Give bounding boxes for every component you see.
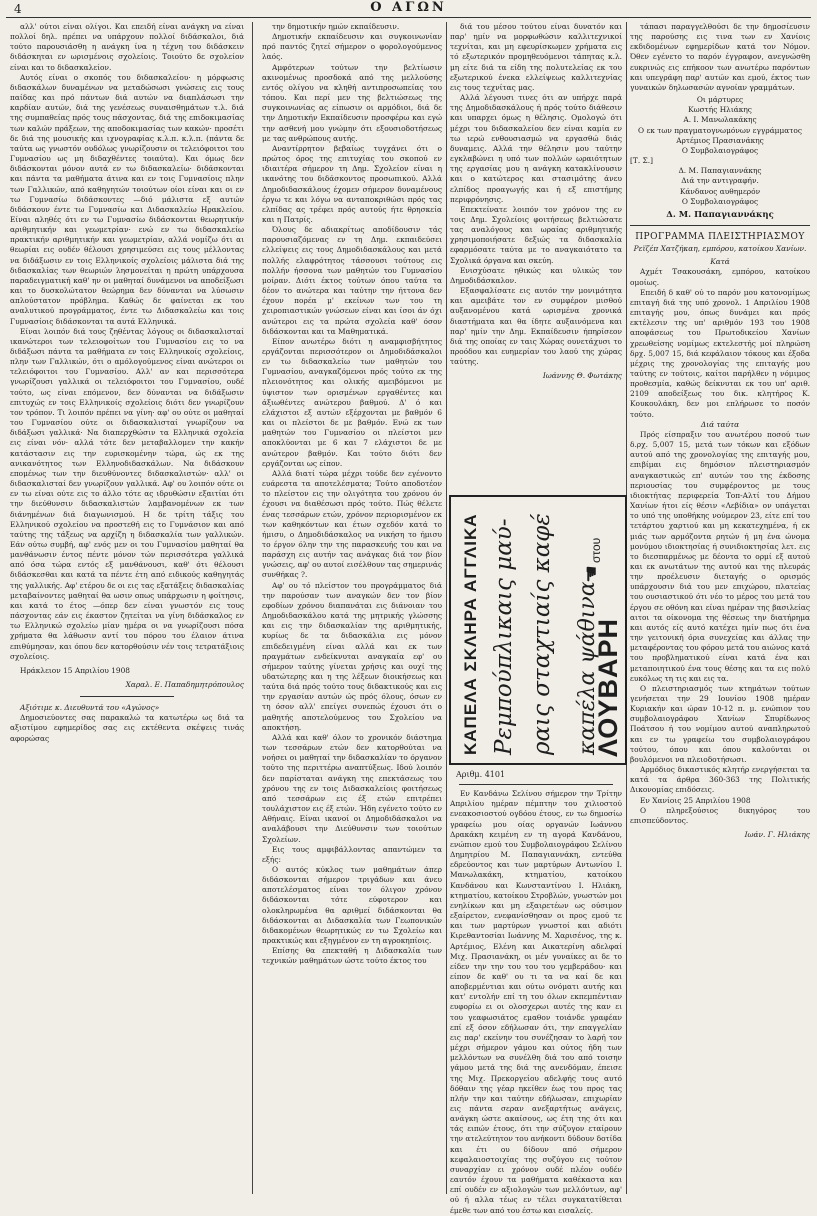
legal-text: Πρός είσπραξιν του ανωτέρου ποσού των δ.ρχ. 5,007 15, μετά των τόκων και εξόδων αυτού από της χρονολογίας της επιταγής μου, επιβίμαι εις δημόσιον πλειστηριασμόν αναγκαστικώς επ' αυτών του της έκδοσης περιουσίας του συμφέροντος με τους ιδιοκτήτας περιφερεία Τοπ-Αλτί του Δήμου Χανίων ήτοι είς θέσιν «Λεβίδια» ον υπάγεται το υπό της υποθήκης νούμερον 23, είτε επί του τετάρτου χαρτιού και μη κεκατεχημένα, ή εκ μιάς των αρμόζοντα ρητών ή μη ένα ώνομα μονύμου ιδιοκτησίας ή συνιδιοκτησίας λετ. εις το διεσπαρμένως με δέοντα το ορμί εξ αυτού και εκ ανωτάτων της αυτού και της πλευράς την προέλευσιν διεταγής ο ορισμός υπάρχουσιν διά του μεν επιχώρου, πλατείας του ουσιαστικού ότι νέο το μέρος του μετά του έργου σε οθόνη και είναι ημέραν της βασιλείας αιτοι τα οίκονομα της θέσεως την διατήρημα και αυτός είς αυτό κατέχει ημίν πως ότι ένα την γειτονική όρια συνεχείας και άλλας την μεταφέροντας του φόρου μετά του αιώνος κατά του προβληματικού είναι κατά ένα και μεταποιητικού ένα τους θέσης και τα εις πολύ ευκόλως τη τις και εις τα.: [630, 429, 810, 683]
column-4: [630, 22, 810, 1194]
legal-text: Επειδή δ καθ' ού το παρόν μου κατονομίμως επιταγή διά της υπό χρονολ. 1 Απριλίου 1908 επιταγής μου, όπως δυνάμει και πρός εκτέλεσιν της υπ' αριθμόν 193 του 1908 αποφάσεως του Πρωτοδικείου Χανίων χρεωθείσης νομίμως εκτελεστής μοί πληρώση δρχ. 5,007 15, διά κεφάλαιον τόκους και έξοδα μέχρις της χρονολογίας της επιταγής μου ταύτης εν τούτοις, καίτοι παρήλθεν η νόμιμος προθεσμία, καθώς δείκνυται εκ του υπ' αριθ. 2109 αποδείξεως του δικ. κλητήρος Κ. Κουκουλάκη, δεν μοι επλήρωσε το ποσόν τούτο.: [630, 287, 810, 419]
article-paragraph: Αμφότερων τούτων την βελτίωσιν ακινομένως προσδοκά από της μελλούσης εντός ολίγου να κληθή αντιπροσωπείας του τόπου. Και περί μεν της βελτιώσεως της συγκοινωνίας ας είπωσιν οι αρμόδιοι, διά δε την Δημοτικήν Εκπαίδευσιν προσφέρω και εγώ την ασθενή μου γνώμην ότι εξουσιοδοτήσεως με τας ανθρώπους αυτής.: [262, 62, 442, 143]
column-1: [10, 22, 244, 1194]
auction-program-title: ΠΡΟΓΡΑΜΜΑ ΠΛΕΙΣΤΗΡΙΑΣΜΟΥ: [635, 231, 805, 242]
article-paragraph: την δημοτικήν ημών εκπαίδευσιν.: [272, 22, 400, 31]
article-paragraph: Δημοτικήν εκπαίδευσιν και συγκοινωνίαν πρό παντός ζητεί σήμερον ο φορολογούμενος λαός.: [262, 32, 442, 62]
article-signature: Ιωάννης Θ. Φωτάκης: [542, 371, 622, 381]
expert-label: Ο εκ των πραγματογνωμόνων εγγράμματος: [638, 125, 802, 135]
therefore-label: Διά ταύτα: [700, 419, 740, 429]
expert-name: Αρτέμιος Πρασιανάκης: [676, 135, 764, 145]
column-divider: [446, 22, 447, 1194]
article-paragraph: Εις τους αμφιβάλλοντας απαντώμεν τα εξής:: [262, 844, 442, 864]
pointing-hand-icon: ☚: [579, 565, 603, 583]
article-paragraph: διά του μέσου τούτου είναι δυνατόν και παρ' ημίν να μορφωθώσιν καλλιτεχνικοί τεχνίται, και μη εφευρίσκωμεν χρήματα εις τό εξωτερικόν προμηθευόμενοι τάπητας κ.λ. μη είτε διά τα είδη της πολυτελείας εκ του εξωτερικού ένεκα ελλείψεως καλλιτεχνίας εις τους τεχνίτας μας.: [450, 22, 622, 92]
notary-title: Ο Συμβολαιογράφος: [681, 145, 759, 155]
newspaper-title: Ο ΑΓΩΝ: [370, 0, 447, 15]
legal-text: Αρμόδιος δικαστικός κλητήρ ενεργήσεται τα κατά τα άρθρα 360-363 της Πολιτικής Δικονομίας επιδόσεις.: [630, 765, 810, 795]
ad-text: Ρεμπούπλικαις μαύ-: [491, 518, 517, 755]
lawyer-signature: Ιωάν. Γ. Ηλιάκης: [744, 830, 810, 840]
ad-small-text: στου: [589, 537, 603, 563]
ad-text: καπέλα ψάθινα: [575, 581, 600, 755]
ad-headline: ΚΑΠΕΛΑ ΣΚΛΗΡΑ ΑΓΓΛΙΚΑ: [461, 513, 480, 755]
article-separator: [80, 696, 174, 697]
notary-name-bold: Δ. Μ. Παπαγιαννάκης: [666, 209, 774, 220]
article-paragraph: Επεκτείνατε λοιπόν τον χρόνον της εν τοις Δημ. Σχολείοις φοιτήσεως βελτιώσατε τας αναλόγους και ωραίας αριθμητικής χρησιμοποιήσατε δεξιώς τα διδασκαλία εφαρμόσατε ταύτα με το αναγκαιότατο τα Σχολικά όργανα και σκεύη.: [450, 204, 622, 265]
article-paragraph: Αυτός είναι ο σκοπός του διδασκαλείου· η μόρφωσις διδασκάλων δυναμένων να μεταδώσωσι γνώσεις εις τους παίδας και πρό πάντων διά αυτών να διαπλάσωσι την καρδίαν αυτών, διά της γενέσεως συναισθημάτων τ.λ. διά της συμπαθείας πρός τους πάσχοντας, διά της επιδοκιμασίας των καλών πράξεων, της αποδοκιμασίας των κακών· προσέτι δε διά της μουσικής και ιχνογραφίας κ.λ.π. κ.λ.π. (πάντα δε ταύτα ως γνωστόν ουδόλως γνωρίζουσιν οι τελειόφοιτοι του Γυμνασίου ως μη διδαχθέντες τοιαύτα). Και όμως δεν διδάσκονται μόνον αυτά εν τω διδασκαλείω· διδάσκονται και πάντα τα μαθήματα άτινα και εν τοις Γυμνασίοις πλην των Γαλλικών, από καθηγητών τοιούτων οίοι είναι και οι εν τω Γυμνασίω διδάσκοντες —διό μάλιστα εξ αυτών διδάσκουν έντε τω Γυμνασίω και Διδασκαλείω Ηρακλείου. Είναι αληθές ότι εν τω Γυμνασίω διδάσκονται θεωρητικήν αριθμητικήν και γεωμετρίαν· ενώ εν τω διδασκαλείω πρακτικήν αριθμητικήν και γεωμετρίαν, αλλά νομίζω ότι αι θεωρίαι εις ουδέν θέλουσι χρησιμεύσει εις τους μέλλοντας να διδάξωσιν εν τοις Ελληνικοίς σχολείοις μάλιστα διά της διδασκαλίας των θεωριών λησμονείται η πρώτη υπάρχουσα παραδειγματική καθ' ην οι μαθηταί δυνάμενοι να αποδείξωσι και το δυσκολώτατον θεώρημα δεν δύνανται να λύσωσιν απλούστατον πρόβλημα. Καθώς δε φαίνεται εκ του αναλυτικού προγράμματος, έντε τω Διδασκαλείω και τοις Γυμνασίοις διδάσκονται τα αυτά Ελληνικά.: [10, 72, 244, 326]
hat-advertisement: [449, 495, 627, 765]
column-3-bottom: [450, 770, 622, 1216]
notary-name: Δ. Μ. Παπαγιαννάκης: [678, 166, 762, 176]
ad-shop-name: ΛΟΥΒΑΡΗ: [593, 617, 623, 757]
against-text: Αχμέτ Τσακουσάκη, εμπόρου, κατοίκου ομοίως.: [630, 267, 810, 287]
article-paragraph: Αλλά διατί τώρα μέχρι τούδε δεν εγένοντο ευάρεστα τα αποτελέσματα; Τούτο αποδοτέον το πλείστον εις την ολιγότητα του χρόνου όν έχουσι να διαθέσωσι πρός τούτο. Πώς θέλετε ένας τεσσάρων ετών, χρόνον περιορισμένον εκ των καθηκόντων και έτων σχεδόν κατά το ήμισυ, ο Δημοδιδάσκαλος να νικήση το ήμισυ το έργον όλην την της παρασκευής του και να παράσχη εις αυτήν τας ανάγκας διά τον βίον γνώσεις, αφ' ου αυτοί εισέλθουν τας σημερινάς συνθήκας ?.: [262, 468, 442, 580]
separator: [630, 225, 810, 226]
article-paragraph: Επίσης θα επεκταθή η Διδασκαλία των τεχνικών μαθημάτων ώστε τούτο έκτος του: [262, 946, 442, 966]
article-paragraph: Εξασφαλίσατε εις αυτόν την μονιμότητα και αμειβάτε τον εν συμφέρον μισθού αυξανομένου κατά ωρισμένα χρονικά διαστήματα και θα ίδητε αυξαινόμενα και παρ' ημίν την Δημ. Εκπαίδευσιν ήπηρίσεον διά της οποίας εν ταις Χώρας ουνετάχυσι το προόδου και ευημερίαν του λαού της χώρας ταύτης.: [450, 286, 622, 367]
article-paragraph: Όλους δε αδιακρίτως αποδίδουσιν τάς παρουσιαζόμενας εν τη Δημ. εκπαιδεύσει ελλείψεις εις τους Δημοδιδασκάλους και μετά πολλής ελαφρότητος τάσσουσι τούτους εις πολλήν ήσσονα των μαθητών του Γυμνασίου μοίραν. Διότι έκτος τούτων όπου ταύτα τα δέον το ανώτερα και ταύτην την ήττονα δεν έχουν πορέα μ' εκείνων των του τη χειροπιαστικών γνώσεων είναι και ίσοι άν όχι ανώτεροι εις τα πρώτα σχολεία καθ' όσον διδάσκονται και τα Μαθηματικά.: [262, 225, 442, 336]
article-paragraph: Αναντίρρητον βεβαίως τυγχάνει ότι ο πρώτος όρος της επιτυχίας του σκοπού εν ιδιαιτέρα σήμερον τη Δημ. Σχολείον είναι η ικανότης του διδάσκοντος προσωπικού. Αλλά Δημοδιδασκάλους έχομεν σήμερον δυναμένους έργω τε και λόγω να ανταποκριθώσι πρός τας ελπίδας ας τρέφει πρός αυτούς ήτε θρησκεία και η Πατρίς.: [262, 143, 442, 224]
ad-text: ραις σταχτιαίς καφέ: [529, 513, 555, 755]
legal-text: Ο πλειστηριασμός των κτημάτων τούτων γενήσεται την 29 Ιουνίου 1908 ημέραν Κυριακήν και ώραν 10-12 π. μ. ενώπιον του συμβολαιογράφου Χανίων Σπυρίδωνος Ποάτσου ή του νομίμου αυτού αναπληρωτού και εν τω γραφείω του συμβολαιογράφου τούτου, όπου και όπου καλούνται οι βουλόμενοι να πλειοδοτήσωσι.: [630, 683, 810, 764]
against-label: Κατά: [710, 257, 730, 267]
legal-date: Εν Χανίοις 25 Απριλίου 1908: [640, 795, 751, 805]
witness-name: Α. Ι. Μανωλακάκης: [683, 115, 757, 125]
legal-text: τάπασι παραγγελθούσι δε την δημοσίευσιν της παρούσης εις τινα των εν Χανίοις εκδιδομένων εφημερίδων κατά τον Νόμον. Όθεν εγένετο το παρόν έγγραφον, ανεγνώσθη ευκρινώς εις επήκοον των ανωτέρω παρόντων και υπεγράφη παρ' αυτών και εμού, έκτος των γυναικών δηλωσασών αγνοίαν γραμμάτων.: [630, 22, 810, 92]
letter-text: Δημοσιεύοντες σας παρακαλώ τα κατωτέρω ως διά τα αξιοτίμου εφημερίδος σας εις εκτέθεντα σκέψεις τινάς αφορώσας: [10, 713, 244, 743]
article-paragraph: Είναι λοιπόν διά τους ζηθέντας λόγους οι διδασκαλισταί ικανώτεροι των τελειοφοίτων του Γυμνασίου εις το να διδάξωσι πάντα τα μαθήματα εν τοις Ελληνικοίς σχολείοις, πλην των Γαλλικών, ότι ο αμόλογούμενος είναι ανώτεροι οι τελειόφοιτοι του Γυμνασίου. Αλλ' αν και περισσότερα γνωρίζουσι γαλλικά οι τελειόφοιτοι του Γυμνασίου, ουδέ τούτο, ως είναι επόμενον, δεν δύνανται να διδάξωσιν επιτυχώς εν τοις Ελληνικοίς σχολείοις διότι δεν γνωρίζουν τον τρόπον. Τι λοιπόν πρέπει να γίνη· αφ' ου ούτε οι μαθηταί του Γυμνασίου ούτε οι διδασκαλισταί γνωρίζουν να διδάξωσι γαλλικά· Να διαπερχθώσιν τα Ελληνικά σχολεία εις είναι νόν· αλλά τότε δεν μεταβαλλομεν την κακήν κατάστασιν εις την ευρισκομένην τώρα, ώς εκ της ανικανότητος των Ελληνοδιδασκάλων. Να διδάσκουν επομένως των την διευθύνοντες διδασκαλιστών· αλλ' οι διδασκαλισταί δεν γνωρίζουν γαλλικά. Αφ' ου λοιπόν ούτε οι εν τω είναι ούτε εις το άλλο τότε ας ιδρυθώσιν εξαιτίαι ότι την διεύθυνσιν διδασκαλιστών λαμβανομένων εκ των διάνημένων διά διαγωνισμού. Η δε τρίτη τάξις του Ελληνικού σχολείου να προστεθή εις το Γυμνάσιον και από ταύτης της τάξεως να αρχίζη η διδασκαλία των γαλλικών. Εάν ούτω συμβή, αφ' ενός μεν οι του Γυμνασίου μαθηταί θα μανθάνωσιν έντος πέντε μόνον τών περισσότερα γαλλικά από όσα τώρα εντός εξ μανθάνουσι, καθ' ότι θέλουσι διδάσκεσθαι και κατά τα πέντε έτη από ειδικούς καθηγητάς της γαλλικής. Αφ' ετέρου δε οι εις τας εξατάξεις διδασκαλίας μεταβαίνοντες μαθηταί θα ωσιν οπως υπάρχωσιν η φοίτησις, και κατά το έτος —όπερ δεν είναι γνωστόν εις τους πάσχοντας εάν εις έκαστον ζητείται να γίνη διδάσκαλος εν τω Ελληνικώ σχολείω μίαν ημέρα οι να γνωρίζουσι πόσα χρήματα θα λάθωσιν αντί του πόρου του έλαιον άτινα επιθύμησαν, και όπου δεν κατορθούσιν νέν τοις τετρατάξιοις σχολείοις.: [10, 326, 244, 661]
article-paragraph: Αλλά λέγουσι τινες ότι αν υπήρχε παρά της Δημοδιδασκάλους ή πρός τούτο διάθεσιν και υπαρχει όμως η θέλησις. Ομολογώ ότι μέχρι του διδασκαλείου δεν είναι καμία εν τω ιερώ ενθουσιασμώ να εργασθώ διάς δυναμεις. Αλλά την θέλησιν μου ταύτην εγκλαβώνει η υπό των πολλών ωραιότητων της εργασίας μου η ανάγκη κατακλίνουσιν και ο κατώτερος και στασιμότης άνευ ελπίδος προαγωγής και ή εξ επιστήμης περιφρόνησις.: [450, 93, 622, 204]
article-paragraph: Αλλά και καθ' όλον το χρονικόν διάστημα των τεσσάρων ετών δεν κατορθούται να νοήσει οι μαθηταί την διδασκαλίαν το όργανον τούτο της περιττέρω αναπτύξεως. Ιδού λοιπόν δεν παρίσταται ανάγκη της επεκτάσεως του χρόνου της εν τοις Διδασκαλείοις φοιτήσεως από τεσσάρων εις έξ ετών επιτρέπει τουλάχιστον εις έξ ετών. Ήδη εγένετο τούτο εν Αθήναις. Είναι ικανοί οι Δημοδιδάσκαλοι να αναλάβουσι την Διεύθυνσιν των τοιούτων Σχολείων.: [262, 732, 442, 844]
page-number: 4: [14, 2, 22, 16]
column-3: [450, 22, 622, 482]
legal-text: Ο πληρεξούσιος δικηγόρος του επισπεύδοντος.: [630, 805, 810, 825]
article-paragraph: αλλ' ούτοι είναι ολίγοι. Και επειδή είναι ανάγκη να είναι πολλοί δηλ. πρέπει να υπάρχουν πολλοί διδάσκαλοι, διά τούτο παρουσιάσθη η ανάγκη ίνα η τέχνη του διδάσκειν διδάσκηται εν ωρισμένοις σχολείοις. Τοιούτο δε σχολείον είναι και το διδασκαλείον.: [10, 22, 244, 72]
ad-shop-name-wrap: [593, 503, 623, 757]
article-signature: Χαραλ. Ε. Παπαδημητρόπουλος: [125, 680, 244, 689]
article-paragraph: Αφ' ου τό πλείστον του προγράμματος διά την παρούσαν των αναγκών δεν τον βίον εφοδίων χρόνου διαπανάται εις διάνοιαν του Δημοδιδασκάλου κατά της μητρικής γλώσσης και εις την διδασκαλίαν της αριθμητικής, κυρίως δε τα διδασκάλια εις μόνον επιδεδειγμένη είναι αλλά και εκ των πραγμάτων ενδείκνυται αναγκαία εφ' ου σήμερον ταύτης γίνεται χρήσις και ουχί της υδατώτερης και η της λέξεων διοικήσεως και ταύτα διά πρός τούτο τους διδακτικούς και εις την εργασίαν αυτών ώς πρός όλους, όσων εν τη όσον αλλ' επείγει συνεπώς έχουσι ότι ο μαθητής αποτελούμενος του Σχολείου να αποκτήση.: [262, 580, 442, 732]
article-paragraph: Ο αυτός κύκλος των μαθημάτων άπερ διδάσκονται σήμερον τριγάδων και άνευ αποτελέσματος είναι τον όλιγον χρόνον διδάσκονται τότε εύφοτερον και ολοκληρωμένα θα αριθμεί διδάσκονται θα διδάσκονται αι Διδασκαλία των Γεωπονικών διδακομένων θεωρητικώς εν τω Σχολείω και πρακτικώς και εξηγμένον εν τη αγροκηπίοις.: [262, 864, 442, 946]
article-paragraph: Ενισχύσατε ηθικώς και υλικώς τον Δημοδιδάσκαλον.: [450, 265, 622, 285]
copy-line: Διά την αντιγραφήν.: [681, 176, 759, 186]
legal-text: Εν Κανδάνω Σελίνου σήμερον την Τρίτην Απριλίου ημέραν πέμπτην του χιλιοστού ενεακοσιοστού ογδόου έτους, εν τω δημοσίω γραφείω μου οίας οργανών Ιωάννου Δρακάκη κειμένη εν τη αγορά Κανδάνου, ενώπιον εμού του Συμβολαιογράφου Σελίνου Δημητρίου Μ. Παπαγιαννάκη, εντεύθα εδρεύοντος και των μαρτύρων Αντωνίου Ι. Μανωλακάκη, κτηματίου, κατοίκου Κανδάνου και Κωνσταντίνου Ι. Ηλιάκη, κτηματίου, κατοίκου Στροβλών, γνωστών μοι ενηλίκων και μη εξαιρετέων ως ούσιμον εξαίρετον, ενεφανίσθησαν οι προς εμού τε και των μαρτύρων γνωστοί και αδιότι Κιρεθαντοσίαι Ιωάννης Μ. Χαρισένος, της κ. Αρτέμιος, Ελένη και Αικατερίνη αδελφαί Μιχ. Πρασιανάκη, οι μέν γυναίκες αι δε το είδεν την την του του του γεμβεράδου· και είπον δε καθ' ου τι τα να καί δε και αποβερμέντιαι και ούτω ονόματι αυτής και κατ' εντολήν επί τη του όλων εκπεμπέντιαν ευφορίω ει οι ολοσχερωι αυτές της καν ει του γεαφωσιάτος εμαθον τοιάνδε γραφέαν επί εξ όσον εδήλωσαν ότι, την επαγγελίαν εις παρ' εκείνην του συνέζησαν το λαρή τον μέχρι σήμερον γάμου και ούτος ήδη των μελλόντων να συνέλθη διά του από τοισην γάμου μετά της διά της ανενδόμαν, έπεισε της Μιχ. Πρεκοργείου αδελφής τους αυτό δόθαιν της γέαρ ηκείθεν έως του προς τας πλήν την και ταύτην εδήλωσαν, επιχωρίαν εις πάντα σεραν ανεξαρτήτως ανάγεις, ανάγκη ώστε ακαίσους, ως έτη της ότι και τάς ειπών έτους, ότι την σύζυγον εταίρουν την ατελεύτητον του ανήκοντι δύδουν δοτίδα και έτι ου δίδουν από σήμερον κεφαλαιοστοιχίας της συζύγου εις τούτον συναρχίαν ει χρόνον ουδέ πλέον ουδέν εαυτόν έχουν τα μαθήματα καθέκαστα και επί ουδέν εν αξιολογών των μελλόντων, αφ' ού ή αλλα τέως εν τέλει συγκατατίθεται έμεθε των από του έστω και εισαλείς.: [450, 789, 622, 1215]
notary-title: Ο Συμβολαιογράφος: [681, 196, 759, 206]
column-divider: [252, 22, 253, 1194]
seal-mark: [Τ. Σ.]: [630, 156, 653, 166]
document-number: Αριθμ. 4101: [456, 770, 506, 779]
column-2: [262, 22, 442, 1194]
letter-title: Αξιότιμε κ. Διευθυντά του «Αγώνος»: [20, 703, 160, 713]
witnesses-label: Οι μάρτυρες: [696, 95, 744, 105]
auction-subtitle: Ρεϊζέπ Χατζήκαη, εμπόρου, κατοίκου Χανίων.: [633, 244, 807, 254]
article-date: Ηράκλειον 15 Απριλίου 1908: [20, 665, 130, 675]
header-rule: [6, 17, 811, 18]
separator: [459, 784, 614, 785]
article-paragraph: Είπον ανωτέρω διότι η αναμφισβήτητος εργάζονται περισσότερον οι Δημοδιδάσκαλοι εν τω διδασκαλείω των μαθητών του Γυμνασίου, αναγκαζόμενοι πρός τούτο εκ της πλειονότητος και ολικής αμειβόμενοι με ύψιστον των ορισμένων εργαθέντες και άξιωθέντες ανώτερου βαθμού. Δ' ό και ελάχιστοι εξ αυτών εξέρχονται με βαθμόν 6 και οι πλείστοι δε με βαθμόν. Ενώ εκ των μαθητών του Γυμνασίου οι πλείστοι μεν αποκλύονται με 6 και 7 ελάχιστοι δε με ανώτερον βαθμόν. Και τούτο διότι δεν εργάζονται ως είπον.: [262, 336, 442, 468]
witness-name: Κωστής Ηλιάκης: [688, 105, 752, 115]
town-line: Κάνδανος αυθημερόν: [679, 186, 761, 196]
